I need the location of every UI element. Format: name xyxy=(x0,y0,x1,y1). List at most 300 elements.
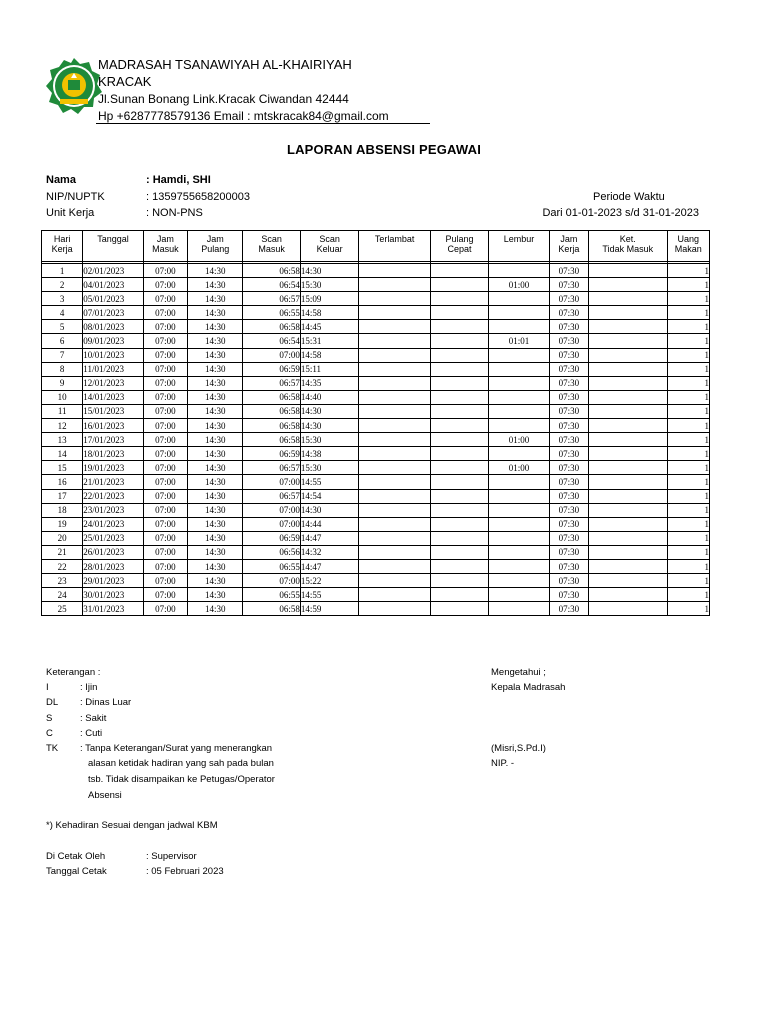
table-cell: 14:35 xyxy=(300,376,358,390)
table-cell: 07:30 xyxy=(549,545,588,559)
table-cell xyxy=(489,264,549,278)
table-cell: 14:30 xyxy=(188,517,243,531)
table-cell: 07:00 xyxy=(143,475,187,489)
table-cell xyxy=(588,320,667,334)
table-cell: 07:00 xyxy=(243,517,300,531)
table-cell: 06:59 xyxy=(243,447,300,461)
table-cell: 06:57 xyxy=(243,376,300,390)
table-row xyxy=(42,531,710,545)
table-cell: 1 xyxy=(667,362,709,376)
table-cell xyxy=(430,306,488,320)
name-label: Nama xyxy=(46,174,76,186)
table-header-row xyxy=(42,231,710,262)
table-row xyxy=(42,447,710,461)
table-cell: 14:30 xyxy=(188,489,243,503)
column-header-text: Uang xyxy=(677,234,700,244)
table-cell: 14:58 xyxy=(300,306,358,320)
table-cell xyxy=(359,376,431,390)
table-cell: 1 xyxy=(667,602,709,616)
table-cell xyxy=(359,320,431,334)
table-cell xyxy=(489,390,549,404)
column-header-text: Ket. xyxy=(619,234,636,244)
name-value: : Hamdi, SHI xyxy=(146,174,211,186)
table-cell: 1 xyxy=(667,461,709,475)
table-cell: 14:30 xyxy=(188,531,243,545)
table-cell: 07:30 xyxy=(549,264,588,278)
table-cell: 07:00 xyxy=(143,489,187,503)
school-contact: Hp +6287778579136 Email : mtskracak84@gmail.com xyxy=(98,109,389,123)
table-cell xyxy=(359,348,431,362)
table-cell: 06:58 xyxy=(243,320,300,334)
table-cell: 07:30 xyxy=(549,278,588,292)
table-cell: 07:00 xyxy=(143,461,187,475)
table-cell: 14:38 xyxy=(300,447,358,461)
table-cell: 14:30 xyxy=(188,334,243,348)
legend-description: : Cuti xyxy=(80,727,103,739)
table-cell: 15:09 xyxy=(300,292,358,306)
table-cell: 06:59 xyxy=(243,362,300,376)
table-row xyxy=(42,517,710,531)
table-cell xyxy=(588,559,667,573)
table-cell: 07:00 xyxy=(143,292,187,306)
table-cell: 06:58 xyxy=(243,602,300,616)
table-cell: 14:47 xyxy=(300,531,358,545)
table-cell: 3 xyxy=(42,292,83,306)
table-cell: 1 xyxy=(667,278,709,292)
table-cell: 10/01/2023 xyxy=(83,348,143,362)
table-cell xyxy=(588,447,667,461)
table-cell xyxy=(489,545,549,559)
letterhead-divider xyxy=(96,123,430,124)
table-cell: 9 xyxy=(42,376,83,390)
column-header xyxy=(243,231,300,262)
column-header-text: Lembur xyxy=(503,234,535,244)
table-cell: 1 xyxy=(667,390,709,404)
tk-desc-line-3: tsb. Tidak disampaikan ke Petugas/Operator xyxy=(88,774,275,785)
table-cell xyxy=(588,362,667,376)
table-cell xyxy=(430,574,488,588)
table-cell xyxy=(359,475,431,489)
legend-description: : Dinas Luar xyxy=(80,697,132,709)
table-cell: 14:30 xyxy=(188,362,243,376)
table-cell xyxy=(588,334,667,348)
table-cell: 07:30 xyxy=(549,475,588,489)
table-cell: 1 xyxy=(667,376,709,390)
column-header-text: Pulang xyxy=(445,234,474,244)
table-row xyxy=(42,390,710,404)
table-cell: 1 xyxy=(667,531,709,545)
legend-description: : Sakit xyxy=(80,712,107,724)
table-row xyxy=(42,376,710,390)
table-cell xyxy=(489,419,549,433)
table-cell xyxy=(430,447,488,461)
table-cell xyxy=(489,503,549,517)
table-cell: 14:30 xyxy=(188,278,243,292)
table-cell: 14:32 xyxy=(300,545,358,559)
table-cell xyxy=(430,503,488,517)
table-cell: 07:30 xyxy=(549,531,588,545)
table-cell xyxy=(359,292,431,306)
table-cell xyxy=(359,545,431,559)
table-row xyxy=(42,433,710,447)
table-row xyxy=(42,362,710,376)
table-cell: 07:00 xyxy=(143,602,187,616)
table-cell xyxy=(588,574,667,588)
table-cell: 14:30 xyxy=(188,447,243,461)
print-date-value: : 05 Februari 2023 xyxy=(146,866,224,877)
legend-description: : Ijin xyxy=(80,682,98,693)
table-cell: 22/01/2023 xyxy=(83,489,143,503)
table-cell: 14:30 xyxy=(188,503,243,517)
table-cell: 06:56 xyxy=(243,545,300,559)
table-cell xyxy=(489,588,549,602)
tk-desc-line-4: Absensi xyxy=(88,790,122,801)
table-cell: 14:59 xyxy=(300,602,358,616)
table-cell xyxy=(489,517,549,531)
table-cell: 07:00 xyxy=(143,264,187,278)
table-cell: 14:44 xyxy=(300,517,358,531)
legend-code: TK xyxy=(46,743,59,755)
table-cell xyxy=(489,292,549,306)
table-cell xyxy=(489,447,549,461)
table-cell: 17/01/2023 xyxy=(83,433,143,447)
table-cell xyxy=(430,390,488,404)
table-row xyxy=(42,292,710,306)
table-cell xyxy=(489,306,549,320)
table-cell xyxy=(359,306,431,320)
table-cell: 21 xyxy=(42,545,83,559)
table-cell: 29/01/2023 xyxy=(83,574,143,588)
table-row xyxy=(42,489,710,503)
table-cell xyxy=(359,517,431,531)
table-cell xyxy=(359,588,431,602)
table-cell: 1 xyxy=(667,348,709,362)
table-row xyxy=(42,264,710,278)
table-cell xyxy=(359,602,431,616)
table-cell: 14:30 xyxy=(188,419,243,433)
table-row xyxy=(42,419,710,433)
table-cell xyxy=(359,264,431,278)
table-cell xyxy=(430,475,488,489)
table-cell: 14:55 xyxy=(300,588,358,602)
column-header-text: Cepat xyxy=(447,243,472,254)
table-cell: 14:30 xyxy=(188,545,243,559)
table-cell: 07:00 xyxy=(143,320,187,334)
table-cell: 06:58 xyxy=(243,419,300,433)
table-row xyxy=(42,602,710,616)
table-cell: 23/01/2023 xyxy=(83,503,143,517)
table-cell: 14:55 xyxy=(300,475,358,489)
school-name: MADRASAH TSANAWIYAH AL-KHAIRIYAH KRACAK xyxy=(98,57,352,89)
table-cell xyxy=(430,588,488,602)
table-cell: 14:30 xyxy=(188,588,243,602)
table-cell xyxy=(359,503,431,517)
column-header-text: Hari xyxy=(53,234,71,244)
table-cell: 01:00 xyxy=(489,278,549,292)
table-cell: 07:30 xyxy=(549,602,588,616)
table-cell: 07:30 xyxy=(549,517,588,531)
table-cell: 1 xyxy=(667,559,709,573)
table-cell: 14:30 xyxy=(188,348,243,362)
table-cell: 07:00 xyxy=(143,531,187,545)
table-cell xyxy=(430,602,488,616)
table-cell xyxy=(430,489,488,503)
table-cell: 14:30 xyxy=(188,306,243,320)
table-cell: 14:54 xyxy=(300,489,358,503)
table-cell: 07:00 xyxy=(143,574,187,588)
table-cell xyxy=(588,461,667,475)
table-cell: 15:22 xyxy=(300,574,358,588)
table-cell: 07:30 xyxy=(549,503,588,517)
table-cell: 1 xyxy=(667,264,709,278)
table-cell: 07:00 xyxy=(143,362,187,376)
table-cell xyxy=(430,320,488,334)
column-header xyxy=(83,231,143,262)
table-cell: 06:58 xyxy=(243,264,300,278)
table-cell xyxy=(359,447,431,461)
legend-code: S xyxy=(46,712,53,724)
table-cell xyxy=(588,278,667,292)
table-cell xyxy=(588,602,667,616)
table-cell: 14:30 xyxy=(188,602,243,616)
table-cell: 07:00 xyxy=(143,306,187,320)
table-cell: 07:00 xyxy=(243,475,300,489)
table-cell: 25 xyxy=(42,602,83,616)
table-cell: 1 xyxy=(667,433,709,447)
table-cell: 07:30 xyxy=(549,461,588,475)
table-cell xyxy=(588,419,667,433)
table-cell xyxy=(359,390,431,404)
column-header-text: Masuk xyxy=(152,243,179,254)
table-cell: 14:40 xyxy=(300,390,358,404)
table-cell xyxy=(430,264,488,278)
table-cell: 06:55 xyxy=(243,306,300,320)
table-cell: 1 xyxy=(667,517,709,531)
table-cell xyxy=(359,433,431,447)
table-cell: 07:30 xyxy=(549,489,588,503)
table-cell xyxy=(430,334,488,348)
column-header xyxy=(667,231,709,262)
table-cell xyxy=(430,376,488,390)
table-cell xyxy=(430,559,488,573)
table-row xyxy=(42,461,710,475)
table-cell: 07:30 xyxy=(549,588,588,602)
table-cell xyxy=(359,489,431,503)
table-cell xyxy=(430,362,488,376)
column-header xyxy=(42,231,83,262)
table-cell: 07:00 xyxy=(143,517,187,531)
table-cell: 07:30 xyxy=(549,306,588,320)
table-cell xyxy=(430,404,488,418)
legend-code: DL xyxy=(46,697,59,709)
table-cell xyxy=(588,503,667,517)
table-cell: 07:00 xyxy=(243,503,300,517)
table-cell: 1 xyxy=(667,545,709,559)
table-cell xyxy=(489,475,549,489)
table-cell xyxy=(588,348,667,362)
tk-desc-line-2: alasan ketidak hadiran yang sah pada bulan xyxy=(88,758,274,769)
table-cell: 06:54 xyxy=(243,278,300,292)
table-cell xyxy=(430,348,488,362)
table-cell: 14:30 xyxy=(188,376,243,390)
table-cell xyxy=(588,517,667,531)
table-cell xyxy=(489,320,549,334)
table-cell: 1 xyxy=(667,503,709,517)
legend-title: Keterangan : xyxy=(46,667,101,678)
table-cell xyxy=(359,461,431,475)
table-cell: 1 xyxy=(667,320,709,334)
table-row xyxy=(42,348,710,362)
table-cell: 06:58 xyxy=(243,433,300,447)
column-header-text: Scan xyxy=(319,234,340,244)
table-cell: 12 xyxy=(42,419,83,433)
table-row xyxy=(42,545,710,559)
print-date-label: Tanggal Cetak xyxy=(46,866,107,877)
nip-label: NIP/NUPTK xyxy=(46,191,105,203)
column-header-text: Keluar xyxy=(316,243,343,254)
table-cell: 12/01/2023 xyxy=(83,376,143,390)
table-cell xyxy=(430,433,488,447)
table-cell: 15:30 xyxy=(300,278,358,292)
legend-code: I xyxy=(46,682,49,693)
table-row xyxy=(42,574,710,588)
legend-description: : Tanpa Keterangan/Surat yang menerangkan xyxy=(80,743,273,755)
table-cell: 01:00 xyxy=(489,433,549,447)
table-cell: 07:30 xyxy=(549,559,588,573)
table-cell: 30/01/2023 xyxy=(83,588,143,602)
table-cell xyxy=(430,292,488,306)
table-cell xyxy=(588,390,667,404)
table-cell xyxy=(359,334,431,348)
table-cell: 14:30 xyxy=(300,503,358,517)
table-cell xyxy=(430,278,488,292)
table-cell: 28/01/2023 xyxy=(83,559,143,573)
table-cell xyxy=(588,489,667,503)
table-row xyxy=(42,559,710,573)
table-cell: 1 xyxy=(667,475,709,489)
table-cell: 14 xyxy=(42,447,83,461)
table-cell xyxy=(588,588,667,602)
column-header xyxy=(188,231,243,262)
table-cell: 1 xyxy=(667,334,709,348)
table-row xyxy=(42,320,710,334)
period-label: Periode Waktu xyxy=(593,191,665,203)
table-cell: 16 xyxy=(42,475,83,489)
table-cell: 14:30 xyxy=(188,390,243,404)
table-cell: 14:30 xyxy=(188,461,243,475)
table-cell: 1 xyxy=(667,489,709,503)
table-cell: 7 xyxy=(42,348,83,362)
madrasah-emblem-icon xyxy=(44,56,104,116)
table-row xyxy=(42,475,710,489)
table-cell: 06:58 xyxy=(243,390,300,404)
table-cell: 07:00 xyxy=(143,390,187,404)
table-cell xyxy=(489,376,549,390)
table-cell: 07:00 xyxy=(243,348,300,362)
table-cell xyxy=(588,531,667,545)
table-cell: 2 xyxy=(42,278,83,292)
table-cell: 07:30 xyxy=(549,433,588,447)
table-cell xyxy=(489,559,549,573)
table-cell: 17 xyxy=(42,489,83,503)
table-cell: 14/01/2023 xyxy=(83,390,143,404)
table-cell: 07/01/2023 xyxy=(83,306,143,320)
signer-nip: NIP. - xyxy=(491,758,515,769)
column-header-text: Pulang xyxy=(201,243,230,254)
signer-name: (Misri,S.Pd.I) xyxy=(491,743,546,754)
table-cell: 1 xyxy=(667,419,709,433)
table-cell: 14:30 xyxy=(300,404,358,418)
table-row xyxy=(42,278,710,292)
table-cell: 06:55 xyxy=(243,559,300,573)
table-cell xyxy=(430,461,488,475)
table-cell: 6 xyxy=(42,334,83,348)
table-cell: 06:54 xyxy=(243,334,300,348)
column-header xyxy=(489,231,549,262)
table-cell xyxy=(588,475,667,489)
table-cell xyxy=(359,559,431,573)
table-cell xyxy=(430,419,488,433)
table-cell: 06:57 xyxy=(243,461,300,475)
table-cell: 14:45 xyxy=(300,320,358,334)
table-cell: 14:30 xyxy=(188,574,243,588)
table-cell: 07:00 xyxy=(143,404,187,418)
table-cell: 07:30 xyxy=(549,348,588,362)
attendance-table xyxy=(41,230,710,616)
table-cell: 06:58 xyxy=(243,404,300,418)
table-cell: 07:00 xyxy=(143,278,187,292)
school-address: Jl.Sunan Bonang Link.Kracak Ciwandan 42444 xyxy=(98,92,349,106)
column-header xyxy=(300,231,358,262)
table-cell: 06:59 xyxy=(243,531,300,545)
table-cell: 07:30 xyxy=(549,447,588,461)
table-cell xyxy=(588,292,667,306)
table-cell: 06:57 xyxy=(243,489,300,503)
table-cell: 14:30 xyxy=(188,292,243,306)
table-cell xyxy=(359,278,431,292)
table-row xyxy=(42,503,710,517)
table-cell: 19 xyxy=(42,517,83,531)
table-cell: 14:30 xyxy=(188,559,243,573)
table-cell xyxy=(588,545,667,559)
table-row xyxy=(42,334,710,348)
table-cell xyxy=(359,419,431,433)
approval-acknowledged: Mengetahui ; xyxy=(491,667,546,678)
column-header xyxy=(430,231,488,262)
table-cell: 15 xyxy=(42,461,83,475)
table-cell: 1 xyxy=(667,306,709,320)
column-header-text: Tidak Masuk xyxy=(602,243,654,254)
table-cell: 01:00 xyxy=(489,461,549,475)
column-header-text: Masuk xyxy=(258,243,285,254)
table-cell: 26/01/2023 xyxy=(83,545,143,559)
report-title: LAPORAN ABSENSI PEGAWAI xyxy=(286,142,482,157)
table-cell: 11 xyxy=(42,404,83,418)
table-cell: 07:30 xyxy=(549,292,588,306)
table-cell: 15/01/2023 xyxy=(83,404,143,418)
table-cell: 14:47 xyxy=(300,559,358,573)
table-cell: 14:30 xyxy=(188,475,243,489)
table-cell: 07:30 xyxy=(549,574,588,588)
table-cell: 07:00 xyxy=(143,419,187,433)
table-cell: 07:00 xyxy=(143,376,187,390)
table-cell: 05/01/2023 xyxy=(83,292,143,306)
table-cell: 16/01/2023 xyxy=(83,419,143,433)
table-cell xyxy=(359,362,431,376)
table-cell: 22 xyxy=(42,559,83,573)
table-cell: 07:30 xyxy=(549,334,588,348)
table-cell xyxy=(588,376,667,390)
